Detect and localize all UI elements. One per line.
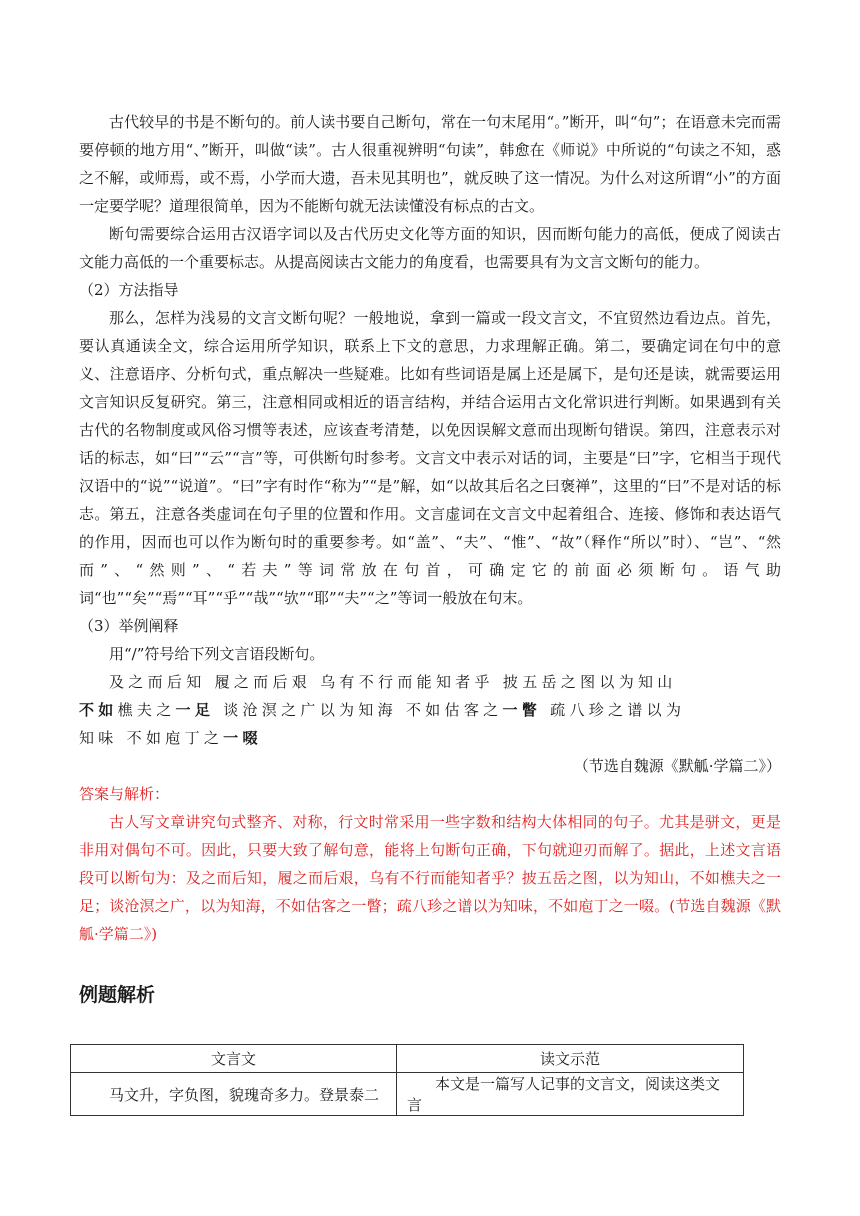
table-row bbox=[71, 1073, 744, 1116]
answer-label: 答案与解析： bbox=[79, 785, 170, 803]
example-table bbox=[70, 1044, 744, 1116]
section-example-title: （3）举例阐释 bbox=[79, 617, 179, 635]
exercise-line-2 bbox=[79, 696, 781, 724]
table-header-row bbox=[71, 1045, 744, 1073]
exercise-source: （节选自魏源《默觚·学篇二》） bbox=[573, 757, 781, 775]
exercise-text: 疏八珍之谱以为 bbox=[541, 701, 686, 719]
exercise-line-1: 及之而后知 履之而后艰 乌有不行而能知者乎 披五岳之图以为知山 bbox=[109, 673, 677, 691]
importance-paragraph: 断句需要综合运用古汉语字词以及古代历史文化等方面的知识，因而断句能力的高低，便成了阅读古文能力高低的一个重要标志。从提高阅读古文能力的角度看，也需要具有为文言文断句的能力。 bbox=[79, 225, 781, 271]
exercise-bold-text: 一啜 bbox=[223, 729, 262, 747]
section-method-title: （2）方法指导 bbox=[79, 281, 179, 299]
answer-paragraph: 古人写文章讲究句式整齐、对称，行文时常采用一些字数和结构大体相同的句子。尤其是骈文，更是非用对偶句不可。因此，只要大致了解句意，能将上句断句正确，下句就迎刃而解了。据此，上述文言语段可以断句为：及之而后知，履之而后艰，乌有不行而能知者乎？披五岳之图，以为知山，不如樵夫之一足；谈沧溟之广，以为知海，不如估客之一瞥；疏八珍之谱以为知味，不如庖丁之一啜。(节选自魏源《默觚·学篇二》) bbox=[79, 813, 781, 943]
table-header-cell: 文言文 bbox=[71, 1045, 397, 1073]
exercise-bold-text: 一足 bbox=[175, 701, 215, 719]
method-paragraph: 那么，怎样为浅易的文言文断句呢？一般地说，拿到一篇或一段文言文，不宜贸然边看边点。首先，要认真通读全文，综合运用所学知识，联系上下文的意思，力求理解正确。第二，要确定词在句中的意义、注意语序、分析句式，重点解决一些疑难。比如有些词语是属上还是属下，是句还是读，就需要运用文言知识反复研究。第三，注意相同或相近的语言结构，并结合运用古文化常识进行判断。如果遇到有关古代的名物制度或风俗习惯等表述，应该查考清楚，以免因误解文意而出现断句错误。第四，注意表示对话的标志，如“曰”“云”“言”等，可供断句时参考。文言文中表示对话的词，主要是“曰”字，它相当于现代汉语中的“说”“说道”。“曰”字有时作“称为”“是”解，如“以故其后名之曰褒禅”，这里的“曰”不是对话的标志。第五，注意各类虚词在句子里的位置和作用。文言虚词在文言文中起着组合、连接、修饰和表达语气的作用，因而也可以作为断句时的重要参考。如“盖”、“夫”、“惟”、“故”（释作“所以”时）、“岂”、“然而”、“然则”、“若夫”等词常放在句首，可确定它的前面必须断句。语气助词“也”“矣”“焉”“耳”“乎”“哉”“欤”“耶”“夫”“之”等词一般放在句末。 bbox=[79, 309, 781, 607]
exercise-text: 樵夫之 bbox=[117, 701, 176, 719]
exercise-bold-text: 不如 bbox=[79, 701, 118, 719]
exercise-instruction: 用“/”符号给下列文言语段断句。 bbox=[109, 645, 325, 663]
table-header-cell: 读文示范 bbox=[397, 1045, 744, 1073]
example-heading: 例题解析 bbox=[79, 984, 156, 1006]
table-cell: 马文升，字负图，貌瑰奇多力。登景泰二 bbox=[71, 1073, 397, 1116]
exercise-bold-text: 一瞥 bbox=[502, 701, 542, 719]
exercise-text: 谈沧溟之广以为知海 不如估客之 bbox=[214, 701, 503, 719]
table-cell: 本文是一篇写人记事的文言文，阅读这类文言 bbox=[397, 1073, 744, 1116]
exercise-line-3 bbox=[79, 724, 781, 752]
intro-paragraph: 古代较早的书是不断句的。前人读书要自己断句，常在一句末尾用“。”断开，叫“句”；在语意未完而需要停顿的地方用“、”断开，叫做“读”。古人很重视辨明“句读”，韩愈在《师说》中所说的“句读之不知，惑之不解，或师焉，或不焉，小学而大遗，吾未见其明也”，就反映了这一情况。为什么对这所谓“小”的方面一定要学呢？道理很简单，因为不能断句就无法读懂没有标点的古文。 bbox=[79, 113, 781, 215]
exercise-text: 知味 不如庖丁之 bbox=[79, 729, 224, 747]
